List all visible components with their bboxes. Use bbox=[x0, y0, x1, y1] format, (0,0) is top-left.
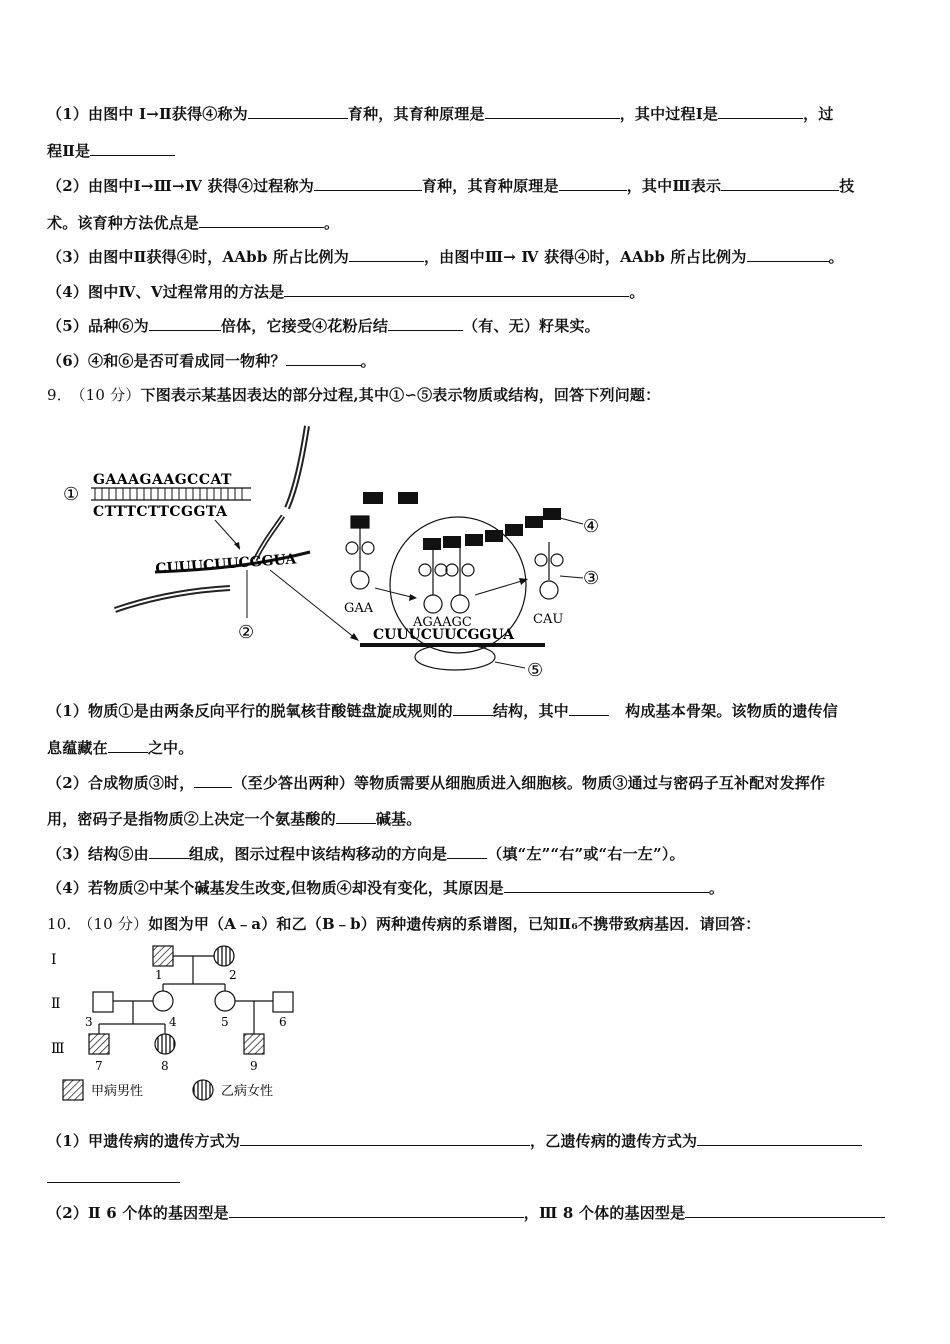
answer-blank[interactable] bbox=[199, 213, 324, 228]
q9-part2-text-a: （2）合成物质③时， bbox=[47, 774, 195, 792]
q8-part2-text-b: 育种，其育种原理是 bbox=[421, 177, 559, 195]
number-7: 7 bbox=[95, 1059, 103, 1073]
number-6: 6 bbox=[279, 1015, 287, 1029]
q8-part5-text-c: （有、无）籽果实。 bbox=[463, 317, 600, 335]
legend-male-disease-a-icon bbox=[63, 1080, 83, 1100]
q10-part2-text-a: （2）Ⅱ 6 个体的基因型是 bbox=[47, 1204, 229, 1222]
individual-2 bbox=[214, 946, 234, 966]
answer-blank[interactable] bbox=[485, 104, 620, 119]
number-4: 4 bbox=[169, 1015, 177, 1029]
q9-number: 9． bbox=[47, 386, 72, 404]
q8-part1-line2 bbox=[47, 140, 175, 161]
amino-acid-free bbox=[398, 492, 418, 504]
q9-part3-text-a: （3）结构⑤由 bbox=[47, 845, 149, 863]
q9-part3-text-c: （填“左”“右”或“右一左”）。 bbox=[487, 845, 685, 863]
answer-blank[interactable] bbox=[559, 176, 627, 191]
anticodon-agaagc: AGAAGC bbox=[413, 615, 472, 630]
answer-blank[interactable] bbox=[388, 316, 463, 331]
q9-part1-text-e: 之中。 bbox=[147, 739, 194, 757]
answer-blank[interactable] bbox=[240, 1131, 530, 1146]
individual-3 bbox=[93, 992, 113, 1012]
label-4: ④ bbox=[583, 516, 600, 537]
label-3: ③ bbox=[583, 568, 600, 589]
individual-8 bbox=[155, 1034, 175, 1054]
mrna-sequence-right: CUUUCUUCGGUA bbox=[373, 627, 515, 643]
amino-acid-free bbox=[363, 492, 383, 504]
number-1: 1 bbox=[155, 968, 163, 982]
q8-part4-text-a: （4）图中Ⅳ、Ⅴ过程常用的方法是 bbox=[47, 283, 285, 301]
q8-part5-text-a: （5）品种⑥为 bbox=[47, 317, 149, 335]
generation-1-label: Ⅰ bbox=[51, 952, 57, 968]
individual-9 bbox=[244, 1034, 264, 1054]
generation-2-label: Ⅱ bbox=[51, 996, 61, 1012]
trna-1 bbox=[346, 516, 374, 589]
answer-blank[interactable] bbox=[718, 104, 803, 119]
q8-part3-text-b: ，由图中Ⅲ→ Ⅳ 获得④时，AAbb 所占比例为 bbox=[423, 248, 747, 266]
answer-blank[interactable] bbox=[229, 1203, 524, 1218]
answer-blank[interactable] bbox=[314, 176, 422, 191]
label-1: ① bbox=[63, 484, 80, 505]
q8-part2-text-f: 。 bbox=[324, 214, 340, 232]
answer-blank[interactable] bbox=[90, 141, 175, 156]
q10-part1-text-b: ，乙遗传病的遗传方式为 bbox=[530, 1132, 698, 1150]
q9-part1-text-c: 构成基本骨架。该物质的遗传信 bbox=[625, 702, 838, 720]
answer-blank[interactable] bbox=[149, 316, 221, 331]
q10-part1-line1 bbox=[47, 1130, 862, 1151]
legend-female-disease-b: 乙病女性 bbox=[221, 1084, 274, 1099]
answer-blank[interactable] bbox=[286, 351, 361, 366]
answer-blank[interactable] bbox=[248, 104, 348, 119]
trna-2 bbox=[419, 550, 447, 613]
mrna-sequence-left: CUUUCUUCGGUA bbox=[154, 551, 297, 578]
dna-bottom-strand: CTTTCTTCGGTA bbox=[93, 504, 228, 520]
label-5: ⑤ bbox=[527, 660, 544, 681]
q10-part2-text-b: ，Ⅲ 8 个体的基因型是 bbox=[523, 1204, 686, 1222]
q9-part1-line1 bbox=[47, 700, 838, 721]
q9-part1-line2 bbox=[47, 737, 193, 758]
q8-part1-line1 bbox=[47, 103, 834, 124]
individual-1 bbox=[153, 946, 173, 966]
answer-blank[interactable] bbox=[194, 773, 232, 788]
q8-part2-text-d: 技 bbox=[839, 177, 855, 195]
answer-blank[interactable] bbox=[685, 1203, 885, 1218]
peptide-chain bbox=[423, 508, 561, 550]
individual-6 bbox=[273, 992, 293, 1012]
answer-blank[interactable] bbox=[284, 282, 629, 297]
q8-part5-line bbox=[47, 315, 600, 336]
anticodon-cau: CAU bbox=[533, 612, 564, 627]
q9-part1-text-d: 息蕴藏在 bbox=[47, 739, 108, 757]
q8-part2-text-a: （2）由图中Ⅰ→Ⅲ→Ⅳ 获得④过程称为 bbox=[47, 177, 314, 195]
q8-part1-text-c: ，其中过程Ⅰ是 bbox=[619, 105, 719, 123]
q9-stem bbox=[47, 384, 660, 405]
q8-part6-line bbox=[47, 350, 376, 371]
legend-male-disease-a: 甲病男性 bbox=[91, 1084, 144, 1099]
q8-part1-text-e: 程Ⅱ是 bbox=[47, 142, 91, 160]
answer-blank[interactable] bbox=[504, 878, 709, 893]
q9-part2-text-b: （至少答出两种）等物质需要从细胞质进入细胞核。物质③通过与密码子互补配对发挥作 bbox=[232, 774, 826, 792]
answer-blank[interactable] bbox=[149, 844, 189, 859]
number-8: 8 bbox=[161, 1059, 169, 1073]
q8-part4-line bbox=[47, 281, 645, 302]
number-2: 2 bbox=[229, 968, 237, 982]
answer-blank[interactable] bbox=[336, 809, 376, 824]
q9-part2-line1 bbox=[47, 772, 825, 793]
answer-blank[interactable] bbox=[447, 844, 487, 859]
ribosome-small-subunit bbox=[415, 644, 495, 670]
answer-blank[interactable] bbox=[721, 176, 839, 191]
q8-part5-text-b: 倍体，它接受④花粉后结 bbox=[220, 317, 389, 335]
q9-part1-text-a: （1）物质①是由两条反向平行的脱氧核苷酸链盘旋成规则的 bbox=[47, 702, 453, 720]
answer-blank[interactable] bbox=[453, 701, 493, 716]
q9-part4-line bbox=[47, 877, 724, 898]
answer-blank[interactable] bbox=[47, 1168, 180, 1183]
anticodon-gaa: GAA bbox=[344, 601, 374, 616]
answer-blank[interactable] bbox=[108, 738, 148, 753]
q9-part3-text-b: 组成，图示过程中该结构移动的方向是 bbox=[188, 845, 448, 863]
q9-part3-line bbox=[47, 843, 685, 864]
q8-part1-text-d: ，过 bbox=[803, 105, 834, 123]
q8-part2-line2 bbox=[47, 212, 339, 233]
q8-part2-text-c: ，其中Ⅲ表示 bbox=[626, 177, 722, 195]
q10-number: 10． bbox=[47, 915, 82, 933]
q8-part2-line1 bbox=[47, 175, 854, 196]
answer-blank[interactable] bbox=[349, 247, 424, 262]
q10-part1-line2 bbox=[47, 1168, 180, 1187]
q9-part2-line2 bbox=[47, 808, 421, 829]
q8-part6-text-a: （6）④和⑥是否可看成同一物种？ bbox=[47, 352, 286, 370]
nuclear-membrane-bottom bbox=[115, 588, 230, 610]
dna-base-pairs bbox=[95, 488, 242, 500]
trna-3 bbox=[446, 548, 474, 613]
q8-part6-text-b: 。 bbox=[360, 352, 376, 370]
label-2: ② bbox=[238, 622, 255, 643]
number-3: 3 bbox=[85, 1015, 93, 1029]
number-9: 9 bbox=[250, 1059, 258, 1073]
q9-part4-text-b: 。 bbox=[708, 879, 725, 897]
q8-part3-line bbox=[47, 246, 844, 267]
q9-part2-text-d: 碱基。 bbox=[375, 810, 422, 828]
q9-part4-text-a: （4）若物质②中某个碱基发生改变,但物质④却没有变化，其原因是 bbox=[47, 879, 504, 897]
generation-3-label: Ⅲ bbox=[51, 1041, 65, 1057]
nuclear-membrane-top bbox=[287, 426, 307, 508]
answer-blank[interactable] bbox=[747, 247, 829, 262]
q10-part1-text-a: （1）甲遗传病的遗传方式为 bbox=[47, 1132, 241, 1150]
q10-stem bbox=[47, 913, 760, 934]
answer-blank[interactable] bbox=[697, 1131, 862, 1146]
q8-part3-text-c: 。 bbox=[828, 248, 844, 266]
answer-blank[interactable] bbox=[569, 701, 609, 716]
q8-part1-text-a: （1）由图中 Ⅰ→Ⅱ获得④称为 bbox=[47, 105, 248, 123]
q9-stem-text: 下图表示某基因表达的部分过程,其中①∽⑤表示物质或结构，回答下列问题： bbox=[140, 386, 661, 404]
individual-5 bbox=[215, 991, 235, 1011]
pedigree-chart bbox=[45, 938, 325, 1108]
q9-part2-text-c: 用，密码子是指物质②上决定一个氨基酸的 bbox=[47, 810, 336, 828]
q8-part4-text-b: 。 bbox=[629, 283, 645, 301]
dna-top-strand: GAAAGAAGCCAT bbox=[93, 472, 232, 488]
q10-score: （10 分） bbox=[85, 915, 149, 933]
q8-part1-text-b: 育种，其育种原理是 bbox=[347, 105, 485, 123]
number-5: 5 bbox=[221, 1015, 229, 1029]
gene-expression-figure bbox=[55, 420, 615, 690]
q10-stem-text: 如图为甲（A﹣a）和乙（B﹣b）两种遗传病的系谱图，已知Ⅱ₆不携带致病基因．请回答： bbox=[148, 915, 761, 933]
q8-part3-text-a: （3）由图中Ⅱ获得④时，AAbb 所占比例为 bbox=[47, 248, 349, 266]
individual-4 bbox=[153, 991, 173, 1011]
q8-part2-text-e: 术。该育种方法优点是 bbox=[47, 214, 200, 232]
q9-score: （10 分） bbox=[77, 386, 141, 404]
legend-female-disease-b-icon bbox=[193, 1080, 213, 1100]
individual-7 bbox=[89, 1034, 109, 1054]
q9-part1-text-b: 结构，其中 bbox=[492, 702, 569, 720]
q10-part2-line bbox=[47, 1202, 885, 1223]
trna-4 bbox=[535, 542, 563, 599]
